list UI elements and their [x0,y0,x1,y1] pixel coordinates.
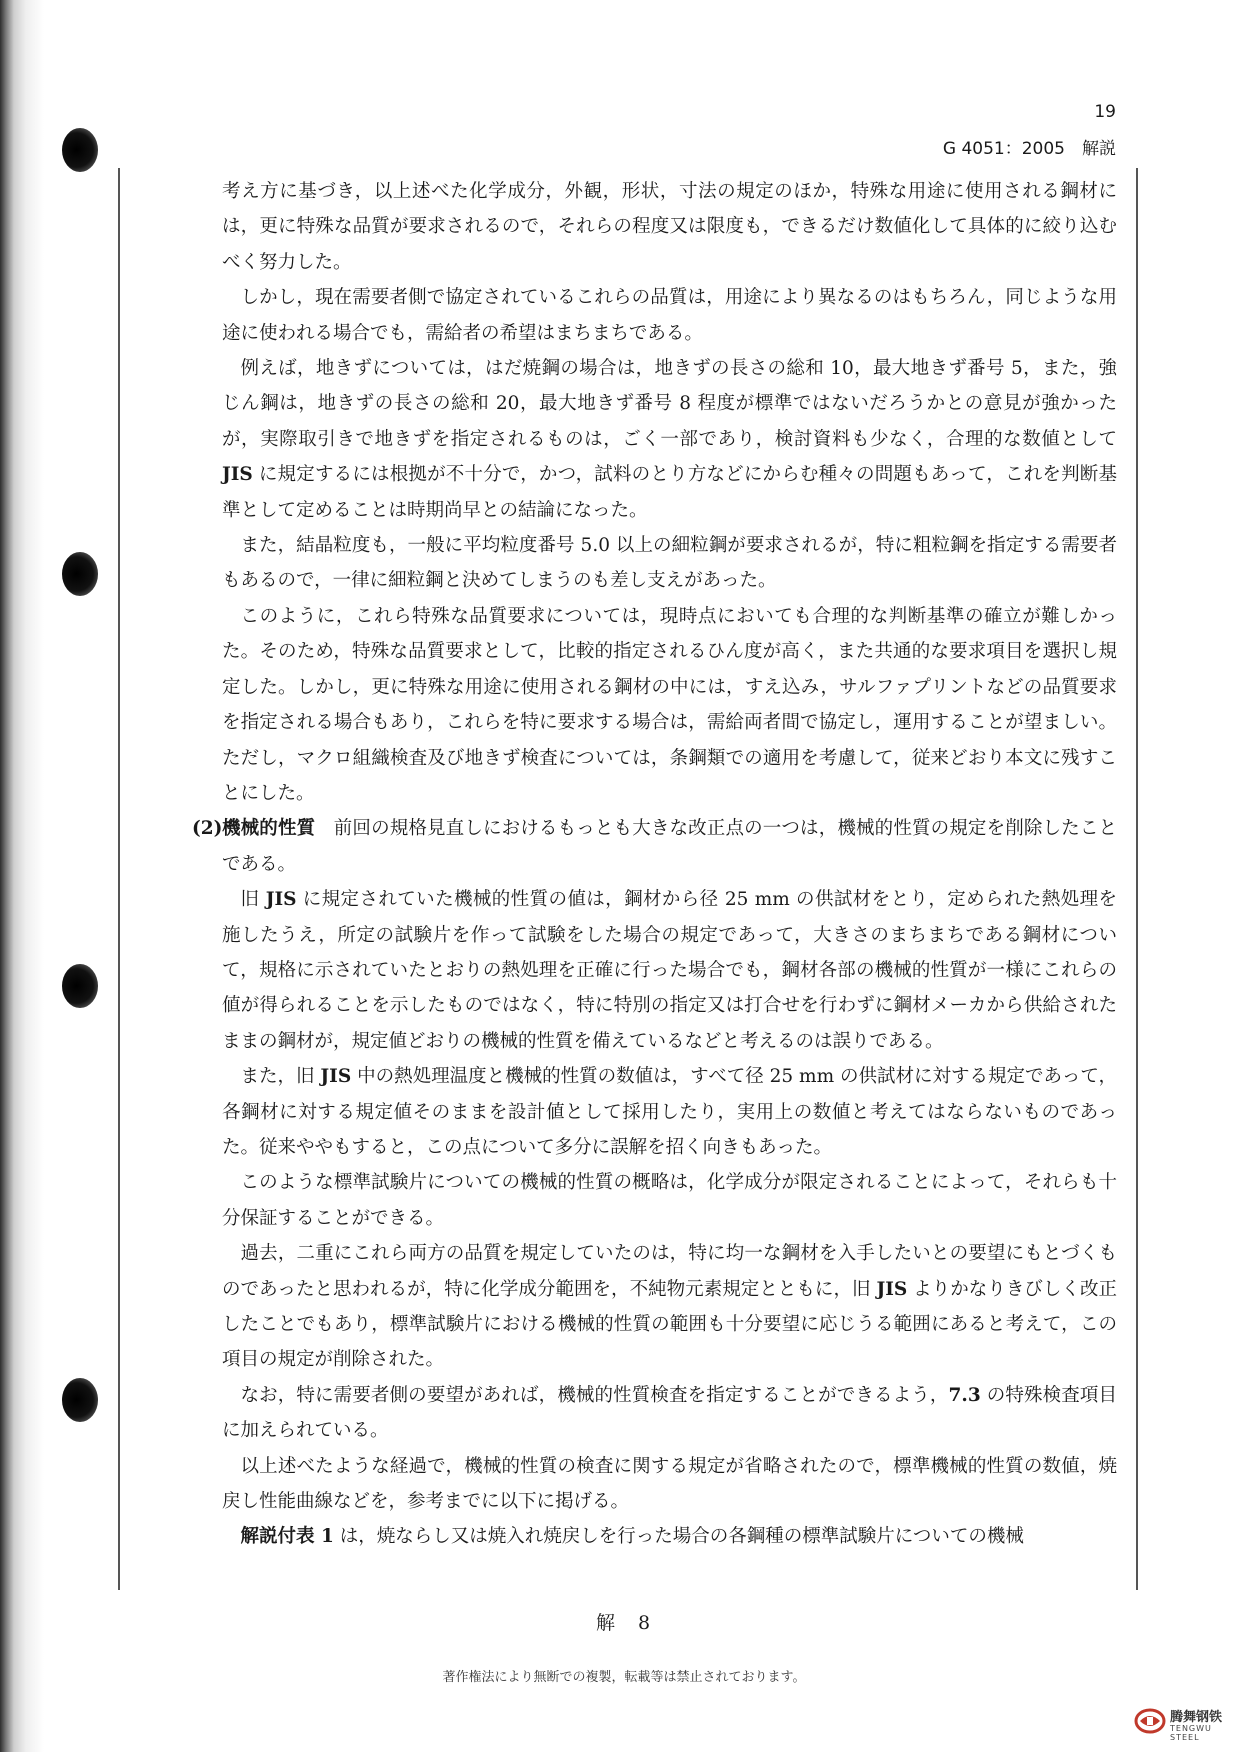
page-footer-label: 解 8 [595,1612,653,1634]
left-margin-rule [118,168,120,1590]
binder-hole-4 [62,1378,98,1422]
section-number: (2) [192,818,223,840]
paragraph-7: また，旧 JIS 中の熱処理温度と機械的性質の数値は，すべて径 25 mm の供試材に対する規定であって，各鋼材に対する規定値そのままを設計値として採用したり，実用上の数値と考えてはならないものであった。従来ややもすると，この点について多分に誤解を招く向きもあった。 [222,1066,1117,1158]
binder-hole-1 [62,128,98,172]
clause-reference: 7.3 [948,1384,981,1406]
paragraph-11: 以上述べたような経過で，機械的性質の検査に関する規定が省略されたので，標準機械的性質の数値，焼戻し性能曲線などを，参考までに以下に掲げる。 [222,1455,1117,1513]
binder-hole-2 [62,552,98,596]
document-body [192,174,1117,1555]
binder-hole-3 [62,964,98,1008]
tengwu-logo-icon [1134,1706,1166,1736]
jis-term: JIS [265,889,297,911]
paragraph-2: しかし，現在需要者側で協定されているこれらの品質は，用途により異なるのはもちろん，同じような用途に使われる場合でも，需給者の希望はまちまちである。 [222,287,1117,344]
jis-term: JIS [876,1278,908,1300]
paragraph-9: 過去，二重にこれら両方の品質を規定していたのは，特に均一な鋼材を入手したいとの要望にもとづくものであったと思われるが，特に化学成分範囲を，不純物元素規定とともに，旧 JIS よりかなりきびしく改正したことでもあり，標準試験片における機械的性質の範囲も十分要望に応じうる範囲にあると考えて，この項目の規定が削除された。 [222,1243,1117,1371]
paragraph-6: 旧 JIS に規定されていた機械的性質の値は，鋼材から径 25 mm の供試材をとり，定められた熱処理を施したうえ，所定の試験片を作って試験をした場合の規定であって，大きさのまちまちである鋼材について，規格に示されていたとおりの熱処理を正確に行った場合でも，鋼材各部の機械的性質が一様にこれらの値が得られることを示したものではなく，特に特別の指定又は打合せを行わずに鋼材メーカから供給されたままの鋼材が，規定値どおりの機械的性質を備えているなどと考えるのは誤りである。 [222,889,1117,1052]
paragraph-10: なお，特に需要者側の要望があれば，機械的性質検査を指定することができるよう，7.3 の特殊検査項目に加えられている。 [222,1384,1117,1442]
paragraph-8: このような標準試験片についての機械的性質の概略は，化学成分が限定されることによって，それらも十分保証することができる。 [222,1172,1117,1229]
logo-english-text: TENGWU STEEL [1170,1724,1212,1742]
page-number: 19 [1094,102,1116,122]
table-reference: 解説付表 1 [240,1526,334,1548]
logo-chinese-text: 腾舞钢铁 [1170,1710,1223,1725]
paragraph-4: また，結晶粒度も，一般に平均粒度番号 5.0 以上の細粒鋼が要求されるが，特に粗粒鋼を指定する需要者もあるので，一律に細粒鋼と決めてしまうのも差し支えがあった。 [222,535,1117,592]
paragraph-5: このように，これら特殊な品質要求については，現時点においても合理的な判断基準の確立が難しかった。そのため，特殊な品質要求として，比較的指定されるひん度が高く，また共通的な要求項目を選択し規定した。しかし，更に特殊な用途に使用される鋼材の中には，すえ込み，サルファプリントなどの品質要求を指定される場合もあり，これらを特に要求する場合は，需給両者間で協定し，運用することが望ましい。ただし，マクロ組織検査及び地きず検査については，条鋼類での適用を考慮して，従来どおり本文に残すことにした。 [222,605,1117,804]
section-text: 前回の規格見直しにおけるもっとも大きな改正点の一つは，機械的性質の規定を削除したことである。 [222,818,1117,875]
section-2-mechanical-properties [192,811,1117,882]
paragraph-12: 解説付表 1 は，焼ならし又は焼入れ焼戻しを行った場合の各鋼種の標準試験片についての機械 [240,1526,1024,1548]
copyright-notice: 著作権法により無断での複製，転載等は禁止されております。 [442,1670,806,1685]
jis-term: JIS [320,1066,352,1088]
scan-shadow-edge [0,0,44,1752]
right-margin-rule [1136,168,1138,1590]
paragraph-1: 考え方に基づき，以上述べた化学成分，外観，形状，寸法の規定のほか，特殊な用途に使用される鋼材には，更に特殊な品質が要求されるので，それらの程度又は限度も，できるだけ数値化して具体的に絞り込むべく努力した。 [222,181,1117,273]
document-code: G 4051：2005 解説 [942,139,1116,159]
paragraph-3: 例えば，地きずについては，はだ焼鋼の場合は，地きずの長さの総和 10，最大地きず番号 5，また，強じん鋼は，地きずの長さの総和 20，最大地きず番号 8 程度が標準ではないだろうかとの意見が強かったが，実際取引きで地きずを指定されるものは，ごく一部であり，検討資料も少なく，合理的な数値として JIS に規定するには根拠が不十分で，かつ，試料のとり方などにからむ種々の問題もあって，これを判断基準として定めることは時期尚早との結論になった。 [222,358,1117,521]
jis-term: JIS [222,464,253,486]
tengwu-logo [1134,1704,1240,1742]
section-title: 機械的性質 [222,818,316,840]
